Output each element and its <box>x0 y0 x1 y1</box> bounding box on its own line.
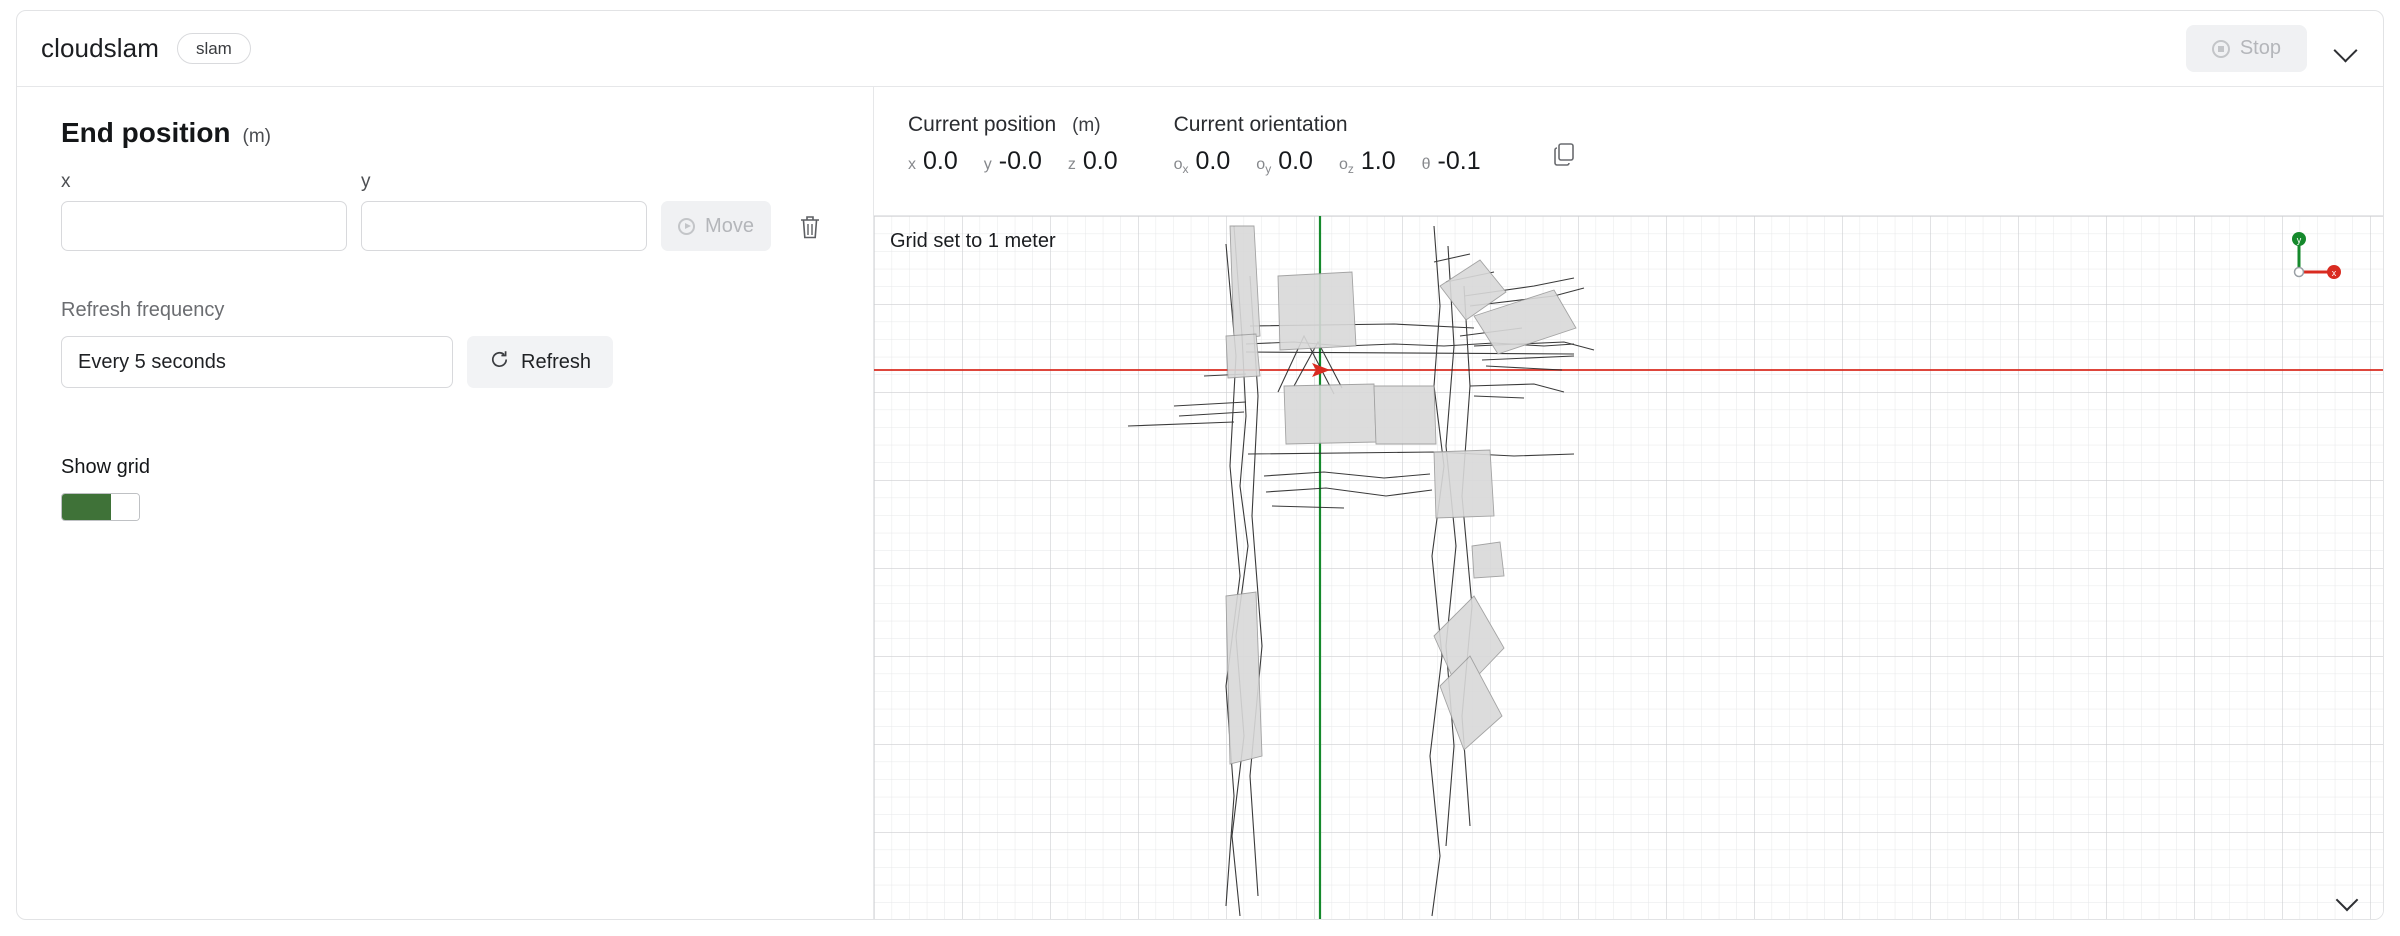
position-x-value: 0.0 <box>923 147 958 175</box>
current-orientation-label: Current orientation <box>1173 113 1348 136</box>
current-orientation-group <box>1174 113 1481 176</box>
orientation-ox-key: $o_x$ <box>1173 156 1189 177</box>
orientation-theta-key: θ <box>1421 156 1431 173</box>
header-actions <box>2186 25 2359 72</box>
y-label: y <box>361 171 371 192</box>
position-x-key: x <box>908 156 916 173</box>
move-button-label: Move <box>705 214 754 237</box>
current-position-values <box>908 147 1118 176</box>
play-circle-icon <box>678 218 695 235</box>
orientation-oz-key: $o_z$ <box>1338 156 1354 177</box>
slam-map[interactable] <box>874 215 2383 920</box>
orientation-oy-key: $o_y$ <box>1256 156 1272 177</box>
telemetry-bar <box>874 87 2383 186</box>
end-position-x-field <box>61 171 347 251</box>
end-position-title: End position <box>61 117 231 148</box>
refresh-controls <box>61 336 829 388</box>
toggle-on-segment <box>62 494 111 520</box>
stop-circle-icon <box>2212 40 2230 58</box>
position-z <box>1068 147 1118 176</box>
map-canvas[interactable] <box>874 216 2383 920</box>
position-x <box>908 147 958 176</box>
orientation-theta-value: -0.1 <box>1437 147 1481 175</box>
page-title: cloudslam <box>41 33 159 63</box>
card-header <box>17 11 2383 87</box>
end-position-y-input[interactable] <box>361 201 647 251</box>
orientation-oy <box>1256 147 1313 176</box>
orientation-ox <box>1174 147 1231 176</box>
refresh-frequency-select[interactable] <box>61 336 453 388</box>
grid-scale-note: Grid set to 1 meter <box>890 230 1056 252</box>
current-position-group <box>908 113 1118 176</box>
refresh-button-label: Refresh <box>521 350 592 373</box>
toggle-knob <box>111 494 139 520</box>
orientation-theta <box>1422 147 1481 176</box>
position-y-value: -0.0 <box>998 147 1042 175</box>
copy-icon[interactable] <box>1551 141 1577 167</box>
orientation-oy-value: 0.0 <box>1278 147 1313 175</box>
axis-x-label: x <box>2331 268 2337 278</box>
expand-map-chevron-down-icon[interactable] <box>2335 888 2361 914</box>
orientation-oz <box>1339 147 1396 176</box>
refresh-frequency-value: Every 5 seconds <box>78 350 226 373</box>
refresh-frequency-label: Refresh frequency <box>61 299 225 321</box>
end-position-heading <box>61 117 829 149</box>
end-position-fields <box>61 171 829 251</box>
card-body <box>17 87 2383 920</box>
axis-orientation-widget <box>2289 228 2349 288</box>
orientation-ox-value: 0.0 <box>1195 147 1231 175</box>
position-z-key: z <box>1067 156 1076 173</box>
stop-button[interactable] <box>2186 25 2307 72</box>
end-position-unit: (m) <box>242 126 272 147</box>
chevron-down-icon[interactable] <box>2333 36 2359 62</box>
trash-icon[interactable] <box>797 213 823 241</box>
current-position-label: Current position <box>908 113 1057 136</box>
current-orientation-values <box>1174 147 1481 176</box>
map-pane <box>874 87 2383 920</box>
position-y-key: y <box>983 156 992 173</box>
orientation-oz-value: 1.0 <box>1360 147 1396 175</box>
resource-type-chip: slam <box>177 33 251 64</box>
show-grid-toggle[interactable] <box>61 493 140 521</box>
current-position-unit: (m) <box>1072 115 1101 136</box>
stop-button-label: Stop <box>2239 37 2281 59</box>
refresh-icon <box>489 349 510 376</box>
move-button[interactable] <box>661 201 771 251</box>
cloudslam-card <box>16 10 2384 920</box>
controls-pane <box>17 87 874 920</box>
position-z-value: 0.0 <box>1082 147 1118 175</box>
position-y <box>984 147 1042 176</box>
axis-y-label: y <box>2296 235 2302 245</box>
x-label: x <box>61 171 71 192</box>
end-position-x-input[interactable] <box>61 201 347 251</box>
show-grid-label: Show grid <box>61 456 150 478</box>
current-orientation-title <box>1174 113 1481 137</box>
end-position-y-field <box>361 171 647 251</box>
refresh-button[interactable] <box>467 336 613 388</box>
current-position-title <box>908 113 1118 137</box>
